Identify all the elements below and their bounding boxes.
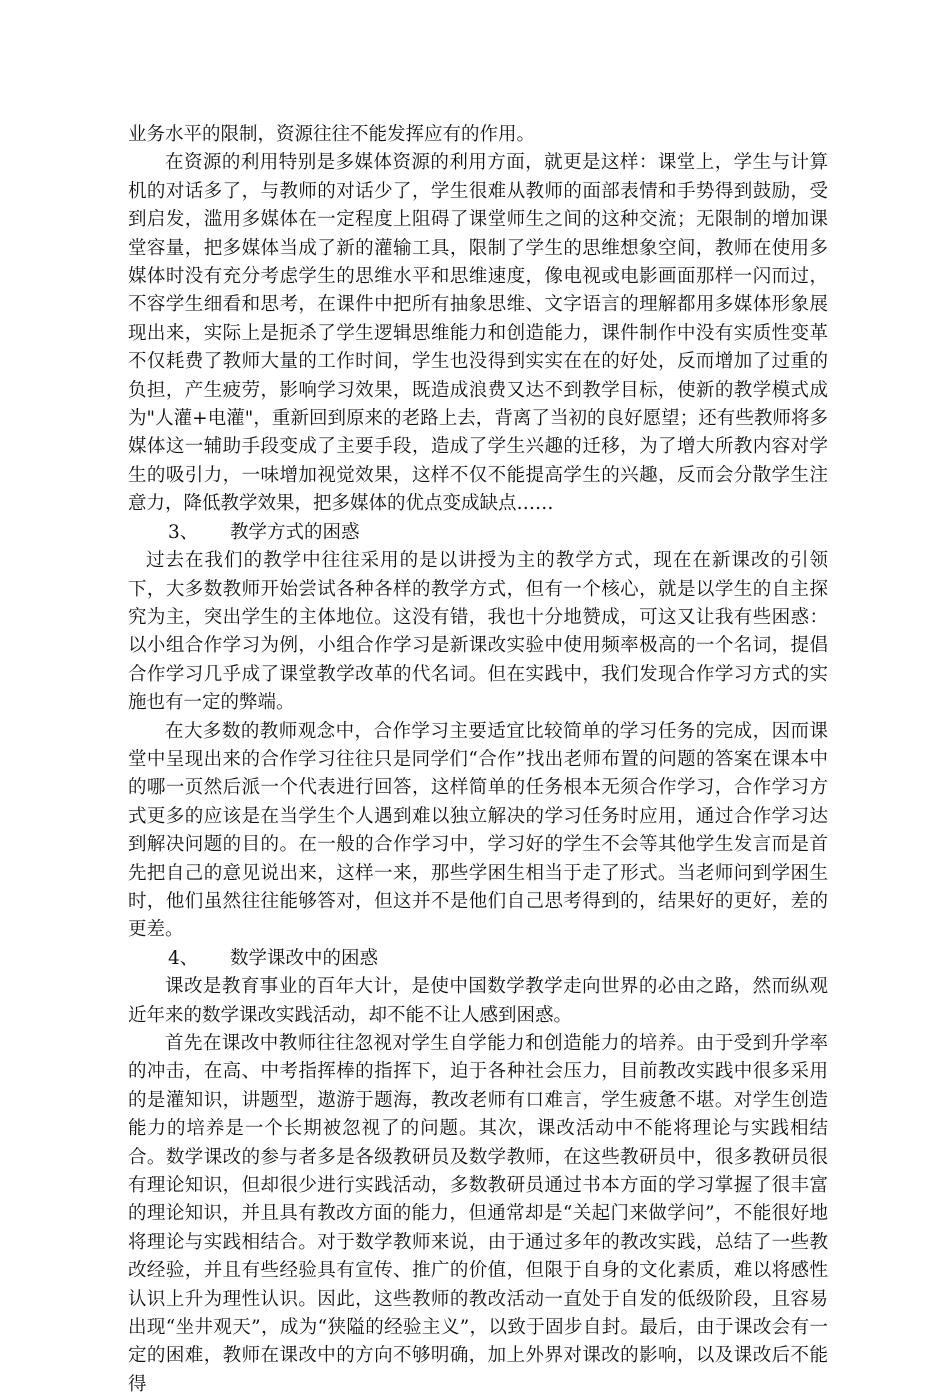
paragraph: 在大多数的教师观念中，合作学习主要适宜比较简单的学习任务的完成，因而课堂中呈现出来的合作学习往往只是同学们“合作”找出老师布置的问题的答案在课本中的哪一页然后派一个代表进行回答，这样简单的任务根本无须合作学习，合作学习方式更多的应该是在当学生个人遇到难以独立解决的学习任务时应用，通过合作学习达到解决问题的目的。在一般的合作学习中，学习好的学生不会等其他学生发言而是首先把自己的意见说出来，这样一来，那些学困生相当于走了形式。当老师问到学困生时，他们虽然往往能够答对，但这并不是他们自己思考得到的，结果好的更好，差的更差。 (128, 720, 828, 941)
section-title: 数学课改中的困惑 (230, 947, 379, 969)
section-heading (128, 945, 828, 973)
paragraph: 在资源的利用特别是多媒体资源的利用方面，就更是这样：课堂上，学生与计算机的对话多了，与教师的对话少了，学生很难从教师的面部表情和手势得到鼓励，受到启发，滥用多媒体在一定程度上阻碍了课堂师生之间的这种交流；无限制的增加课堂容量，把多媒体当成了新的灌输工具，限制了学生的思维想象空间，教师在使用多媒体时没有充分考虑学生的思维水平和思维速度，像电视或电影画面那样一闪而过，不容学生细看和思考，在课件中把所有抽象思维、文字语言的理解都用多媒体形象展现出来，实际上是扼杀了学生逻辑思维能力和创造能力，课件制作中没有实质性变革不仅耗费了教师大量的工作时间，学生也没得到实实在在的好处，反而增加了过重的负担，产生疲劳，影响学习效果，既造成浪费又达不到教学目标，使新的教学模式成为"人灌+电灌"，重新回到原来的老路上去，背离了当初的良好愿望；还有些教师将多媒体这一辅助手段变成了主要手段，造成了学生兴趣的迁移，为了增大所教内容对学生的吸引力，一味增加视觉效果，这样不仅不能提高学生的兴趣，反而会分散学生注意力，降低教学效果，把多媒体的优点变成缺点…… (128, 152, 828, 515)
section-title: 教学方式的困惑 (230, 521, 360, 543)
section-number: 3、 (168, 521, 199, 543)
paragraph: 过去在我们的教学中往往采用的是以讲授为主的教学方式，现在在新课改的引领下，大多数教师开始尝试各种各样的教学方式，但有一个核心，就是以学生的自主探究为主，突出学生的主体地位。这没有错，我也十分地赞成，可这又让我有些困惑：以小组合作学习为例，小组合作学习是新课改实验中使用频率极高的一个名词，提倡合作学习几乎成了课堂教学改革的代名词。但在实践中，我们发现合作学习方式的实施也有一定的弊端。 (128, 550, 828, 714)
document-body (128, 121, 828, 1399)
paragraph: 业务水平的限制，资源往往不能发挥应有的作用。 (128, 124, 536, 145)
section-number: 4、 (168, 947, 199, 969)
paragraph: 首先在课改中教师往往忽视对学生自学能力和创造能力的培养。由于受到升学率的冲击，在高、中考指挥棒的指挥下，迫于各种社会压力，目前教改实践中很多采用的是灌知识，讲题型，遨游于题海，教改老师有口难言，学生疲惫不堪。对学生创造能力的培养是一个长期被忽视了的问题。其次，课改活动中不能将理论与实践相结合。数学课改的参与者多是各级教研员及数学教师，在这些教研员中，很多教研员很有理论知识，但却很少进行实践活动，多数教研员通过书本方面的学习掌握了很丰富的理论知识，并且具有教改方面的能力，但通常却是“关起门来做学问”，不能很好地将理论与实践相结合。对于数学教师来说，由于通过多年的教改实践，总结了一些教改经验，并且有些经验具有宣传、推广的价值，但限于自身的文化素质，难以将感性认识上升为理性认识。因此，这些教师的教改活动一直处于自发的低级阶段，且容易出现“坐井观天”，成为“狭隘的经验主义”，以致于固步自封。最后，由于课改会有一定的困难，教师在课改中的方向不够明确，加上外界对课改的影响，以及课改后不能得 (128, 1033, 828, 1395)
section-heading (128, 519, 828, 547)
paragraph: 课改是教育事业的百年大计，是使中国数学教学走向世界的必由之路，然而纵观近年来的数学课改实践活动，却不能不让人感到困惑。 (128, 976, 828, 1026)
